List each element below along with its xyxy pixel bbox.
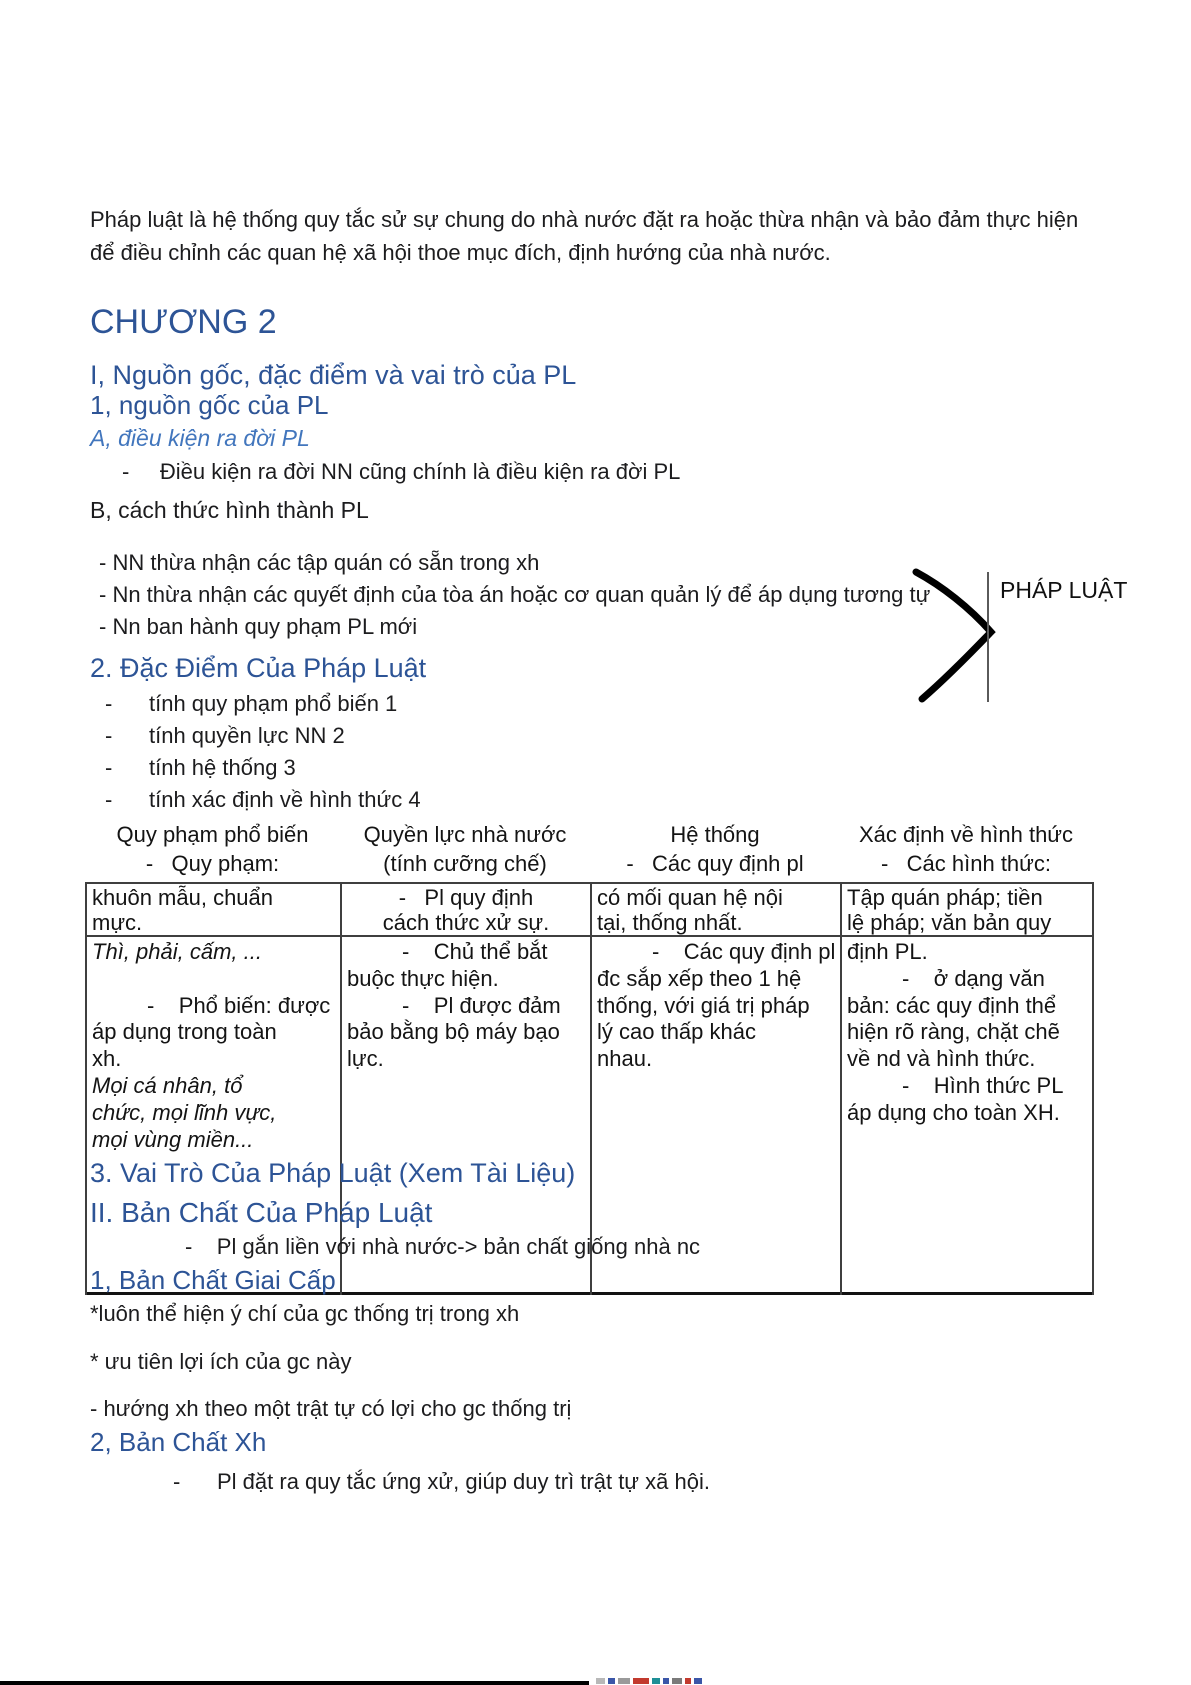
table-cell <box>847 939 1088 1127</box>
text-line: áp dụng trong toàn <box>92 1019 277 1045</box>
text-line: Quy phạm phổ biến <box>116 822 309 847</box>
social-nature-point: - Pl đặt ra quy tắc ứng xử, giúp duy trì trật tự xã hội. <box>173 1469 710 1494</box>
text-line: có mối quan hệ nội <box>597 885 783 910</box>
formation-item: - Nn thừa nhận các quyết định của tòa án hoặc cơ quan quản lý để áp dụng tương tự <box>99 582 931 607</box>
class-nature-point: * ưu tiên lợi ích của gc này <box>90 1349 352 1374</box>
text-line: thống, với giá trị pháp <box>597 992 810 1018</box>
text-line: Mọi cá nhân, tổ <box>92 1072 243 1098</box>
characteristic-item: - tính xác định về hình thức 4 <box>105 787 421 812</box>
nature-heading: II. Bản Chất Của Pháp Luật <box>90 1197 433 1228</box>
social-nature-heading: 2, Bản Chất Xh <box>90 1427 267 1457</box>
characteristics-heading: 2. Đặc Điểm Của Pháp Luật <box>90 653 427 683</box>
text-line: - Chủ thể bắt <box>402 939 548 964</box>
text-line: định PL. <box>847 939 928 964</box>
characteristic-item: - tính hệ thống 3 <box>105 755 296 780</box>
text-line: - Pl được đảm <box>402 992 561 1018</box>
text-line: lệ pháp; văn bản quy <box>847 910 1052 935</box>
subsubsection-heading-condition: A, điều kiện ra đời PL <box>90 425 310 451</box>
text-line: Tập quán pháp; tiền <box>847 885 1043 910</box>
text-line: - Quy phạm: <box>145 851 280 876</box>
annotation-label: PHÁP LUẬT <box>1000 577 1128 603</box>
table-cell <box>597 939 835 1073</box>
text-line: - ở dạng văn <box>902 965 1045 991</box>
text-line: lực. <box>347 1046 384 1072</box>
text-fragment <box>652 1678 660 1684</box>
table-cell <box>597 885 835 935</box>
characteristic-item: - tính quyền lực NN 2 <box>105 723 345 748</box>
text-line: mọi vùng miền... <box>92 1126 254 1152</box>
text-line: Thì, phải, cấm, ... <box>92 939 262 964</box>
text-line: cách thức xử sự. <box>382 910 550 935</box>
condition-list-item: - Điều kiện ra đời NN cũng chính là điều kiện ra đời PL <box>122 459 681 484</box>
text-line: khuôn mẫu, chuẩn <box>92 885 274 910</box>
text-line: chức, mọi lĩnh vực, <box>92 1099 277 1125</box>
text-fragment <box>596 1678 605 1684</box>
class-nature-point: - hướng xh theo một trật tự có lợi cho gc thống trị <box>90 1396 572 1421</box>
text-line: (tính cưỡng chế) <box>383 851 547 876</box>
text-fragment <box>663 1678 669 1684</box>
formation-item: - NN thừa nhận các tập quán có sẵn trong xh <box>99 550 540 575</box>
text-line <box>92 966 335 993</box>
text-line: - Hình thức PL <box>902 1072 1064 1098</box>
role-heading: 3. Vai Trò Của Pháp Luật (Xem Tài Liệu) <box>90 1158 576 1188</box>
text-line: lý cao thấp khác <box>597 1019 756 1045</box>
text-line: Xác định về hình thức <box>858 822 1074 847</box>
table-border-left <box>85 882 87 1295</box>
table-border-right <box>1092 882 1094 1295</box>
text-line: Pháp luật là hệ thống quy tắc sử sự chung do nhà nước đặt ra hoặc thừa nhận và bảo đảm thực hiện <box>90 207 1079 232</box>
text-line: tại, thống nhất. <box>597 910 743 935</box>
bottom-text-fragments <box>596 1678 705 1685</box>
text-fragment <box>608 1678 615 1684</box>
text-fragment <box>685 1678 691 1684</box>
text-line: - Các quy định pl <box>626 851 804 876</box>
table-cell <box>92 885 335 935</box>
text-line: bảo bằng bộ máy bạo <box>347 1019 560 1045</box>
table-column-header <box>590 820 840 878</box>
table-column-header <box>85 820 340 878</box>
table-column-header <box>840 820 1092 878</box>
text-line: buộc thực hiện. <box>347 965 499 991</box>
text-line: - Pl quy định <box>398 885 534 910</box>
text-line: xh. <box>92 1046 122 1072</box>
subsection-heading-origin: 1, nguồn gốc của PL <box>90 390 329 420</box>
text-fragment <box>672 1678 682 1684</box>
text-line: áp dụng cho toàn XH. <box>847 1099 1060 1125</box>
class-nature-heading: 1, Bản Chất Giai Cấp <box>90 1265 336 1295</box>
text-line: nhau. <box>597 1046 653 1072</box>
text-line: mực. <box>92 910 143 935</box>
formation-item: - Nn ban hành quy phạm PL mới <box>99 614 418 639</box>
text-line: - Các quy định pl <box>652 939 836 964</box>
class-nature-point: *luôn thể hiện ý chí của gc thống trị trong xh <box>90 1301 520 1326</box>
text-line: hiện rõ ràng, chặt chẽ <box>847 1019 1060 1045</box>
text-line: Quyền lực nhà nước <box>363 822 567 847</box>
nature-item: - Pl gắn liền với nhà nước-> bản chất giống nhà nc <box>185 1234 701 1259</box>
table-cell <box>847 885 1088 935</box>
text-fragment <box>618 1678 630 1684</box>
text-line: bản: các quy định thể <box>847 992 1057 1018</box>
text-line: - Phổ biến: được <box>147 992 331 1018</box>
formation-heading: B, cách thức hình thành PL <box>90 497 369 523</box>
characteristic-item: - tính quy phạm phổ biến 1 <box>105 691 398 716</box>
text-line: về nd và hình thức. <box>847 1046 1036 1072</box>
text-line: - Các hình thức: <box>880 851 1052 876</box>
text-fragment <box>694 1678 702 1684</box>
text-fragment <box>633 1678 649 1684</box>
table-cell <box>92 939 335 1153</box>
text-line: đc sắp xếp theo 1 hệ <box>597 965 802 991</box>
hand-drawn-brace-icon <box>900 562 1010 707</box>
intro-paragraph <box>90 203 1120 269</box>
table-column-header <box>340 820 590 878</box>
table-column-divider <box>840 882 842 1295</box>
text-line: để điều chỉnh các quan hệ xã hội thoe mục đích, định hướng của nhà nước. <box>90 240 831 265</box>
table-cell <box>347 885 585 935</box>
chapter-heading: CHƯƠNG 2 <box>90 303 277 341</box>
table-cell <box>347 939 585 1073</box>
text-line: Hệ thống <box>670 822 760 847</box>
section-heading-origin: I, Nguồn gốc, đặc điểm và vai trò của PL <box>90 360 577 390</box>
page-bottom-bar <box>0 1681 589 1685</box>
annotation-divider-line <box>987 572 989 702</box>
